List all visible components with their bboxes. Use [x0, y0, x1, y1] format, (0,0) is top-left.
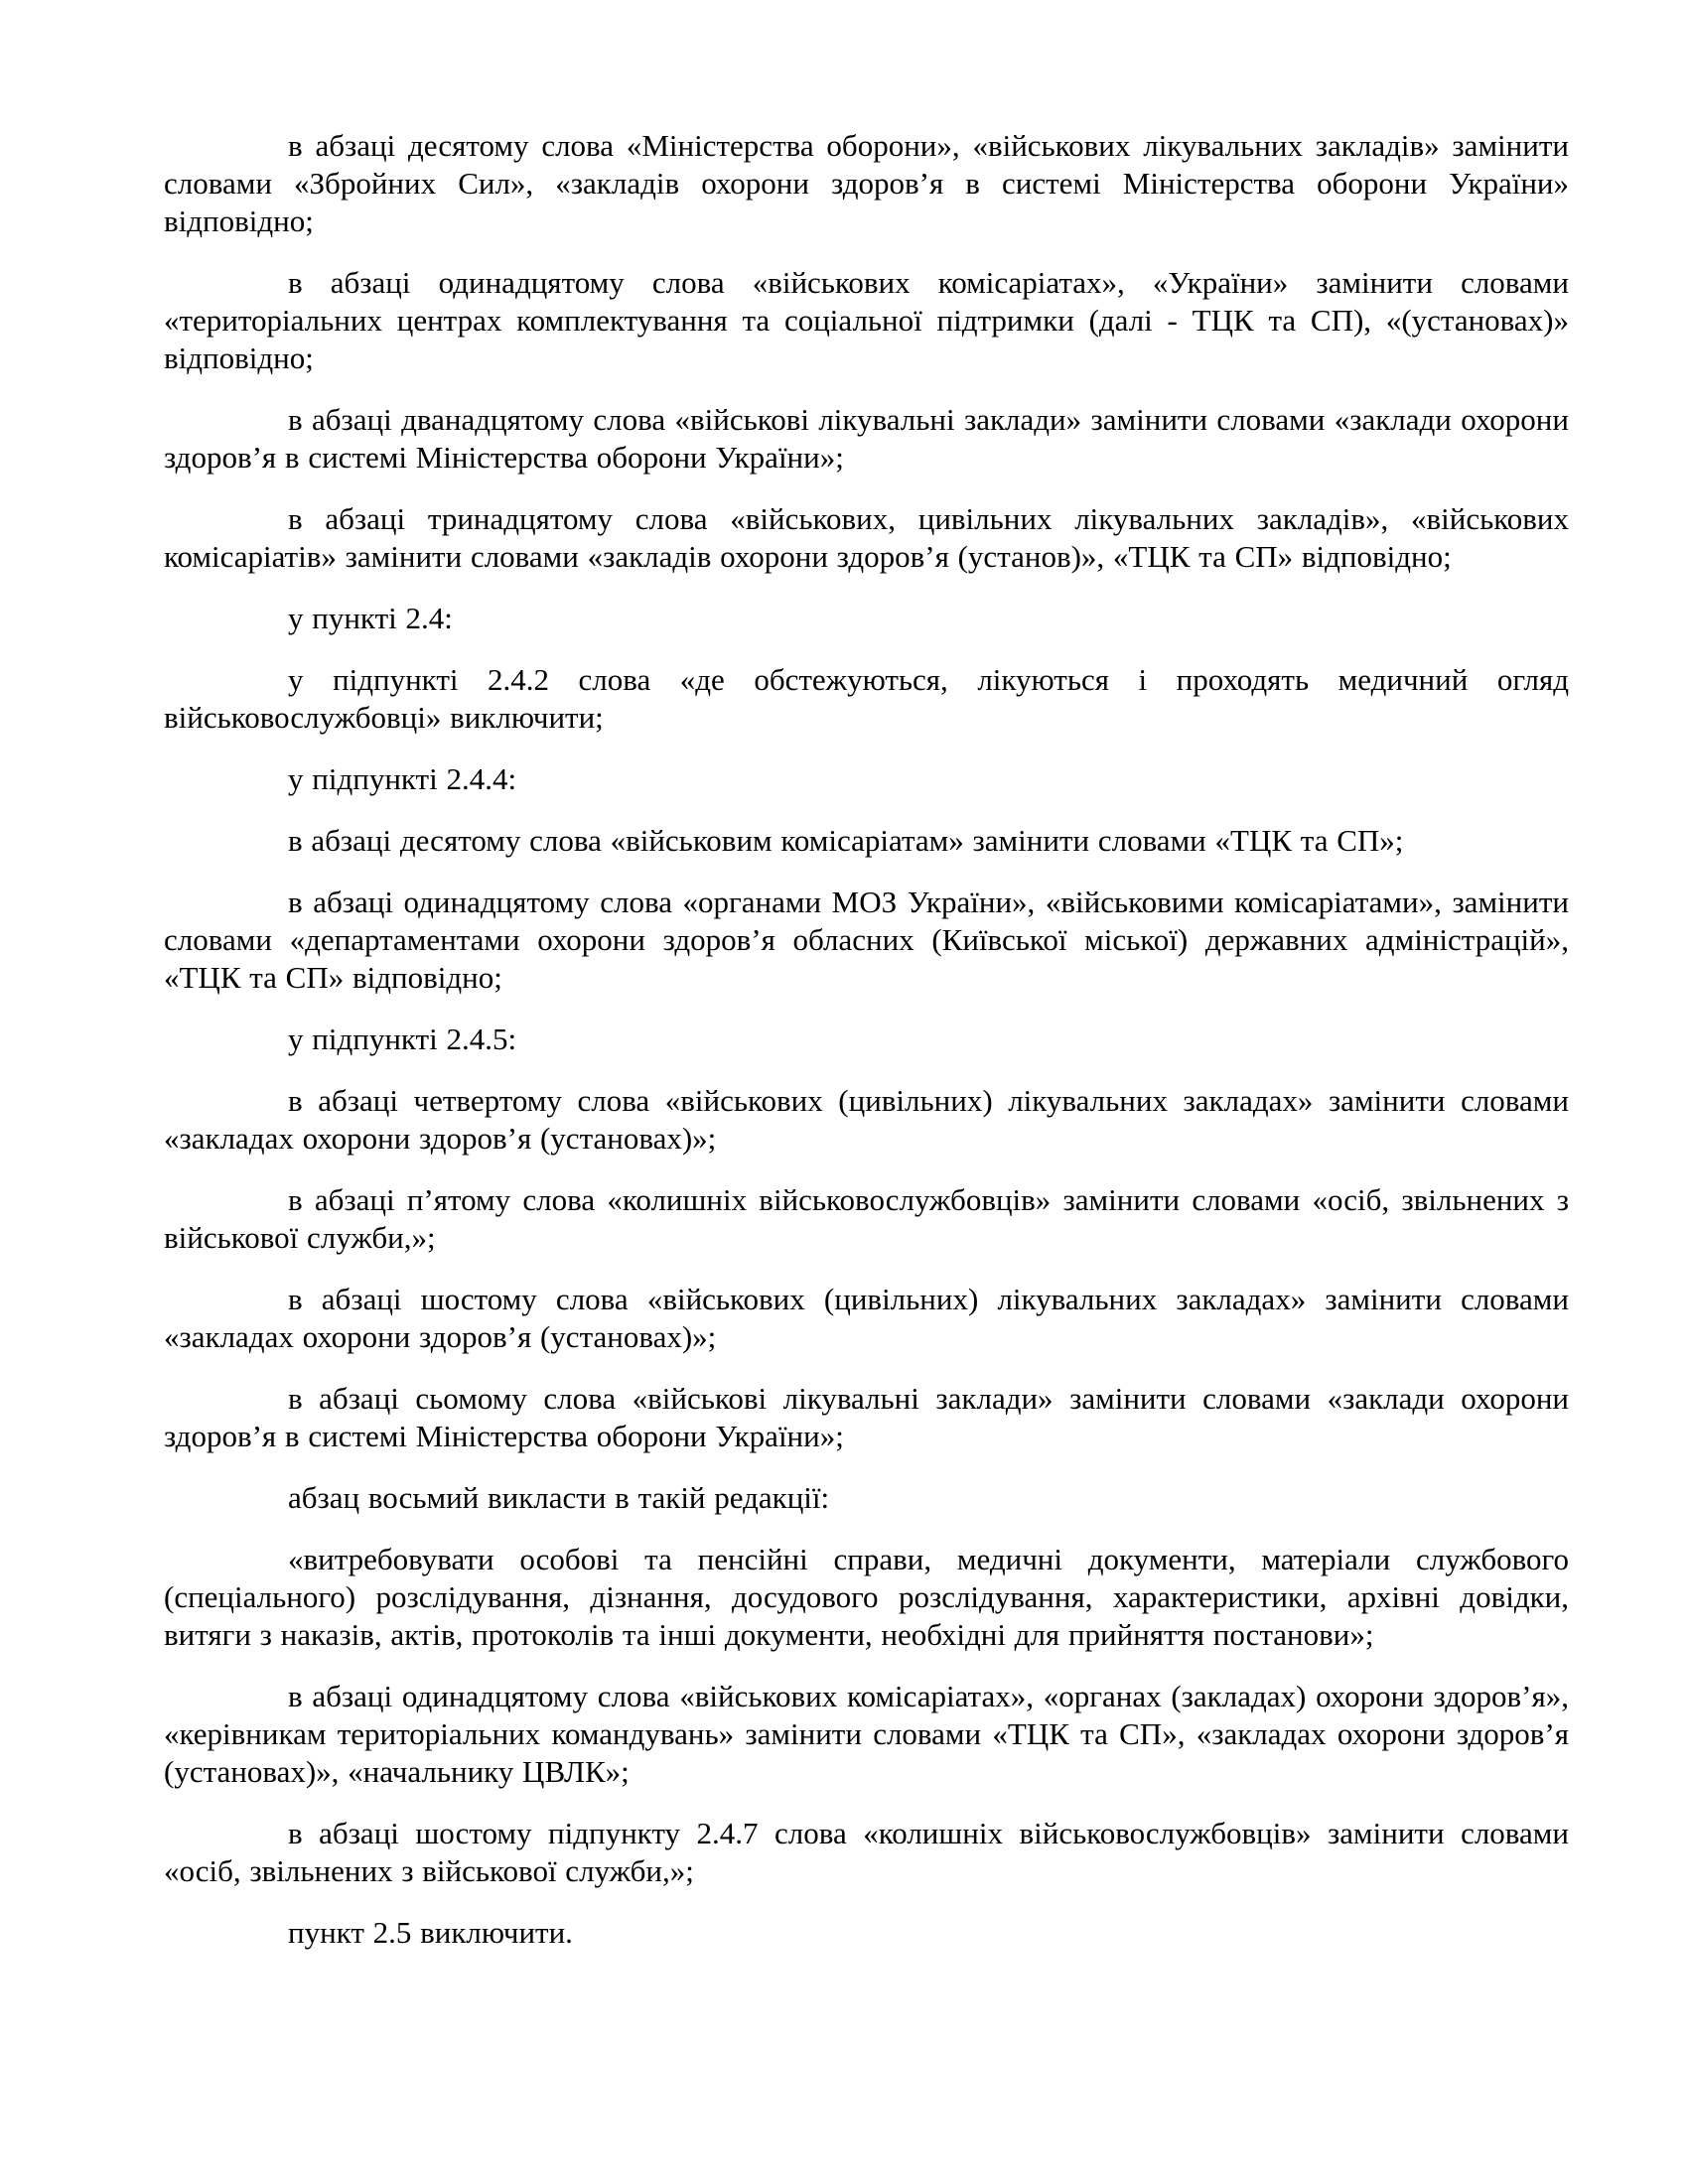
paragraph: в абзаці шостому підпункту 2.4.7 слова «колишніх військовослужбовців» замінити словами «осіб, звільнених з військової служби,»;	[164, 1816, 1569, 1888]
paragraph: пункт 2.5 виключити.	[288, 1915, 573, 1950]
paragraph: абзац восьмий викласти в такій редакції:	[288, 1480, 830, 1515]
paragraph: у підпункті 2.4.2 слова «де обстежуються, лікуються і проходять медичний огляд військовослужбовці» виключити;	[164, 662, 1569, 735]
paragraph: в абзаці одинадцятому слова «військових комісаріатах», «органах (закладах) охорони здоров’я», «керівникам територіальних командувань» замінити словами «ТЦК та СП», «закладах охорони здоров’я (установах)», «начальнику ЦВЛК»;	[164, 1679, 1569, 1789]
paragraph: у підпункті 2.4.5:	[288, 1022, 517, 1056]
paragraph: в абзаці четвертому слова «військових (цивільних) лікувальних закладах» замінити словами «закладах охорони здоров’я (установах)»;	[164, 1083, 1569, 1156]
paragraph: в абзаці дванадцятому слова «військові лікувальні заклади» замінити словами «заклади охорони здоров’я в системі Міністерства оборони України»;	[164, 402, 1569, 475]
paragraph: в абзаці десятому слова «військовим комісаріатам» замінити словами «ТЦК та СП»;	[288, 823, 1404, 858]
paragraph: «витребовувати особові та пенсійні справи, медичні документи, матеріали службового (спеціального) розслідування, дізнання, досудового розслідування, характеристики, архівні довідки, витяги з наказів, актів, протоколів та інші документи, необхідні для прийняття постанови»;	[164, 1542, 1569, 1652]
paragraph: в абзаці шостому слова «військових (цивільних) лікувальних закладах» замінити словами «закладах охорони здоров’я (установах)»;	[164, 1282, 1569, 1354]
paragraph: в абзаці сьомому слова «військові лікувальні заклади» замінити словами «заклади охорони здоров’я в системі Міністерства оборони України»;	[164, 1381, 1569, 1453]
paragraph: в абзаці десятому слова «Міністерства оборони», «військових лікувальних закладів» замінити словами «Збройних Сил», «закладів охорони здоров’я в системі Міністерства оборони України» відповідно;	[164, 128, 1569, 238]
paragraph: у пункті 2.4:	[288, 601, 453, 635]
paragraph: у підпункті 2.4.4:	[288, 761, 517, 796]
paragraph: в абзаці тринадцятому слова «військових, цивільних лікувальних закладів», «військових комісаріатів» замінити словами «закладів охорони здоров’я (установ)», «ТЦК та СП» відповідно;	[164, 501, 1569, 574]
paragraph: в абзаці одинадцятому слова «військових комісаріатах», «України» замінити словами «територіальних центрах комплектування та соціальної підтримки (далі - ТЦК та СП), «(установах)» відповідно;	[164, 265, 1569, 375]
document-body	[164, 127, 1569, 1952]
paragraph: в абзаці одинадцятому слова «органами МОЗ України», «військовими комісаріатами», замінити словами «департаментами охорони здоров’я обласних (Київської міської) державних адміністрацій», «ТЦК та СП» відповідно;	[164, 885, 1569, 995]
paragraph: в абзаці п’ятому слова «колишніх військовослужбовців» замінити словами «осіб, звільнених з військової служби,»;	[164, 1182, 1569, 1255]
